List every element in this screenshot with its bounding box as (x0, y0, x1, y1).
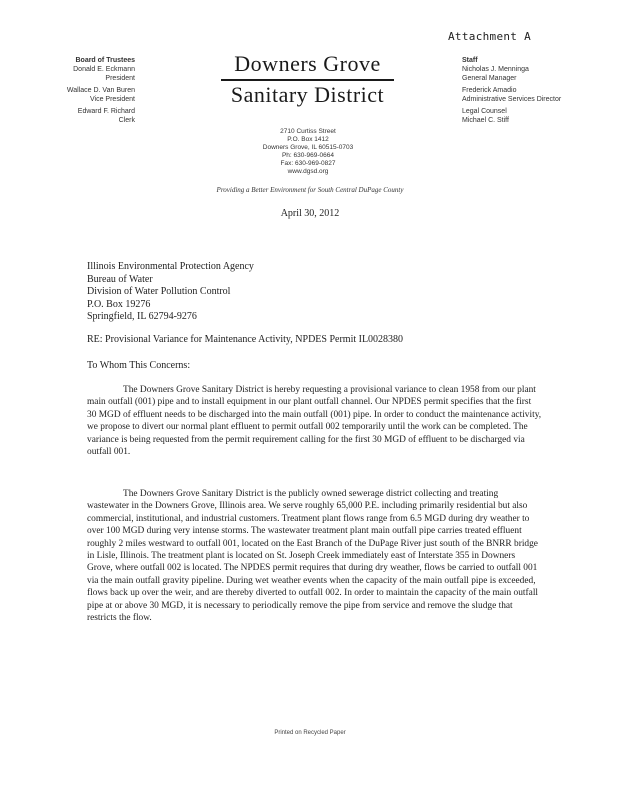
trustee-name: Edward F. Richard (77, 108, 135, 115)
letter-date: April 30, 2012 (280, 208, 340, 219)
trustee-title: President (105, 75, 135, 82)
staff-heading: Staff (462, 57, 478, 64)
attachment-label: Attachment A (448, 30, 532, 43)
staff-list (462, 56, 572, 125)
address-line: 2710 Curtiss Street (280, 128, 336, 135)
staff-title: Michael C. Stiff (462, 117, 509, 124)
staff-title: General Manager (462, 75, 517, 82)
body-paragraph: The Downers Grove Sanitary District is hereby requesting a provisional variance to clean 1958 from our plant main outfall (001) pipe and to install equipment in our plant outfall channel. Our NPDES permit specifies that the first 30 MGD of effluent needs to be discharged into the main outfall (001) pipe. In order to conduct the maintenance activity, we propose to divert our normal plant effluent to permit outfall 002 temporarily until the work can be completed. The variance is being requested from the permit requirement calling for the first 30 MGD of effluent to be discharged via outfall 001. (87, 385, 542, 458)
district-address (228, 128, 388, 176)
address-line: P.O. Box 1412 (287, 136, 329, 143)
staff-name: Frederick Amadio (462, 87, 517, 94)
trustee-title: Vice President (89, 96, 135, 103)
tagline: Providing a Better Environment for South Central DuPage County (216, 186, 404, 194)
recipient-line: P.O. Box 19276 (87, 298, 151, 310)
staff-name: Nicholas J. Menninga (462, 66, 529, 73)
staff-name: Legal Counsel (462, 108, 507, 115)
trustee-name: Wallace D. Van Buren (66, 87, 135, 94)
address-line: Downers Grove, IL 60515-0703 (262, 144, 354, 151)
recipient-address (87, 261, 254, 324)
district-logo (215, 52, 400, 107)
staff-title: Administrative Services Director (462, 96, 562, 103)
board-of-trustees (30, 56, 135, 125)
address-line: Ph: 630-969-0664 (281, 152, 335, 159)
address-line: www.dgsd.org (287, 168, 329, 175)
body-paragraph: The Downers Grove Sanitary District is the publicly owned sewerage district collecting and treating wastewater in the Downers Grove, Illinois area. We serve roughly 65,000 P.E. including primarily residential but also commercial, institutional, and industrial customers. Treatment plant flows range from 6.5 MGD during dry weather to over 100 MGD during very intense storms. The wastewater treatment plant main outfall pipe carries treated effluent roughly 2 miles westward to outfall 001, located on the East Branch of the DuPage River just south of the BNRR bridge in Lisle, Illinois. The treatment plant is located on St. Joseph Creek immediately east of Interstate 355 in Downers Grove, where outfall 002 is located. The NPDES permit requires that during dry weather, flows be carried to outfall 001 via the main outfall gravity pipeline. During wet weather events when the capacity of the main outfall pipe is exceeded, flows back up over the weir, and are thereby diverted to outfall 002. In order to maintain the capacity of the main outfall pipe at or above 30 MGD, it is necessary to periodically remove the pipe from service and remove the sludge that restricts the flow. (87, 489, 539, 624)
recipient-line: Bureau of Water (87, 273, 153, 285)
address-line: Fax: 630-969-0827 (280, 160, 336, 167)
recipient-line: Illinois Environmental Protection Agency (87, 261, 254, 272)
recipient-line: Springfield, IL 62794-9276 (87, 311, 197, 322)
trustee-title: Clerk (118, 117, 135, 124)
footer-note: Printed on Recycled Paper (274, 730, 346, 736)
board-heading: Board of Trustees (75, 57, 135, 64)
subject-line: RE: Provisional Variance for Maintenance Activity, NPDES Permit IL0028380 (87, 334, 404, 345)
salutation: To Whom This Concerns: (87, 360, 191, 371)
logo-line-1: Downers Grove (234, 51, 381, 76)
logo-rule (221, 79, 394, 81)
recipient-line: Division of Water Pollution Control (87, 286, 231, 297)
trustee-name: Donald E. Eckmann (73, 66, 135, 73)
logo-line-2: Sanitary District (230, 81, 385, 107)
